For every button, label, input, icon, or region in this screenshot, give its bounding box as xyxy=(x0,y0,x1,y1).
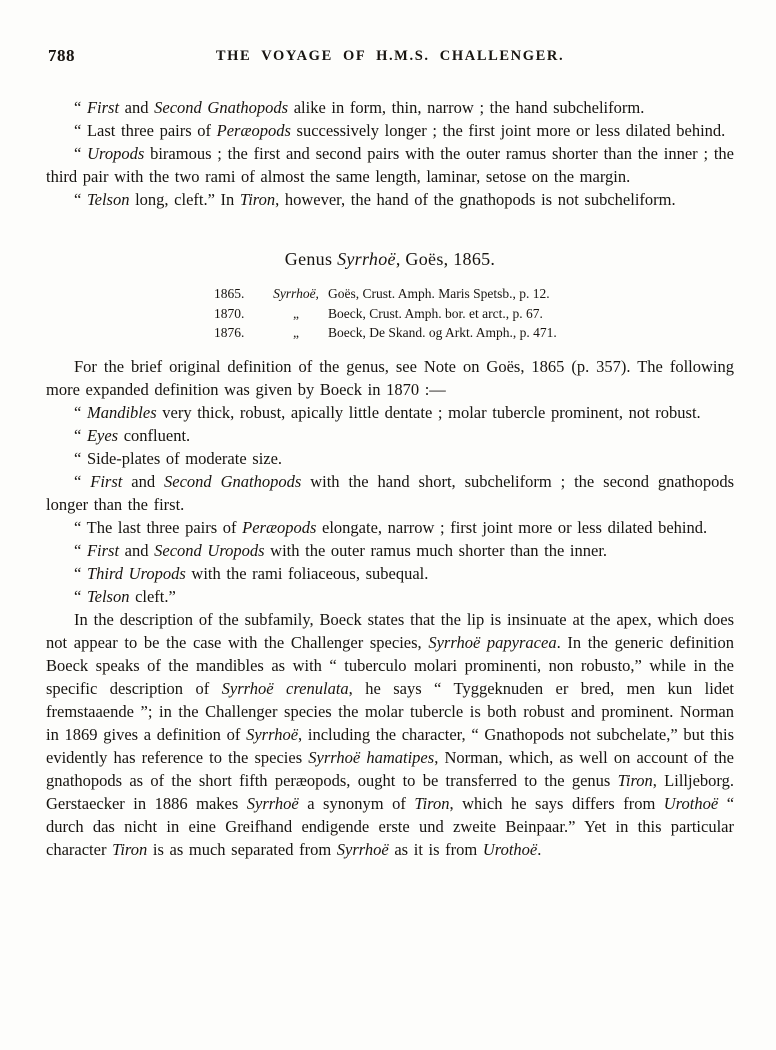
paragraph: “ Eyes confluent. xyxy=(74,425,191,445)
citation-row xyxy=(214,323,734,343)
genus-heading: Genus Syrrhoë, Goës, 1865. xyxy=(284,249,496,269)
citation-row xyxy=(214,284,734,304)
paragraph: “ Side-plates of moderate size. xyxy=(74,448,283,468)
page-number: 788 xyxy=(48,46,75,65)
paragraph: “ Uropods biramous ; the first and second pairs with the outer ramus shorter than the inner ; the third pair with the two rami of almost the same length, laminar, setose on the margin. xyxy=(46,144,734,186)
paragraph: “ Last three pairs of Peræopods successively longer ; the first joint more or less dilated behind. xyxy=(74,121,726,140)
paragraph: “ Third Uropods with the rami foliaceous, subequal. xyxy=(74,563,429,583)
paragraph: In the description of the subfamily, Boeck states that the lip is insinuate at the apex, which does not appear to be the case with the Challenger species, Syrrhoë papyracea. In the generic definition Boeck speaks of the mandibles as with “ tuberculo molari prominenti, non robusto,” while in the specific description of Syrrhoë crenulata, he says “ Tyggeknuden er bred, men kun lidet fremstaaende ”; in the Challenger species the molar tubercle is both robust and prominent. Norman in 1869 gives a definition of Syrrhoë, including the character, “ Gnathopods not subchelate,” but this evidently has reference to the species Syrrhoë hamatipes, Norman, which, as well on account of the gnathopods as of the short fifth peræopods, ought to be transferred to the genus Tiron, Lilljeborg. Gerstaecker in 1886 makes Syrrhoë a synonym of Tiron, which he says differs from Urothoë “ durch das nicht in eine Greifhand endigende erste und zweite Beinpaar.” Yet in this particular character Tiron is as much separated from Syrrhoë as it is from Urothoë. xyxy=(46,609,735,859)
paragraph: For the brief original definition of the genus, see Note on Goës, 1865 (p. 357). The following more expanded definition was given by Boeck in 1870 :— xyxy=(46,356,734,399)
paragraph: “ Telson long, cleft.” In Tiron, however, the hand of the gnathopods is not subcheliform. xyxy=(74,190,676,209)
page-header xyxy=(46,46,734,68)
paragraph: “ The last three pairs of Peræopods elongate, narrow ; first joint more or less dilated behind. xyxy=(74,517,708,537)
citation-list xyxy=(214,284,734,343)
citation-genus-name: Syrrhoë, xyxy=(273,286,319,301)
paragraph: “ Telson cleft.” xyxy=(74,586,176,606)
citation-ditto-mark: „ xyxy=(293,305,299,321)
citation-reference: Goës, Crust. Amph. Maris Spetsb., p. 12. xyxy=(328,286,550,301)
intro-section xyxy=(46,96,734,211)
citation-reference: Boeck, Crust. Amph. bor. et arct., p. 67. xyxy=(328,305,543,321)
body-section xyxy=(46,355,734,861)
paragraph: “ First and Second Gnathopods with the hand short, subcheliform ; the second gnathopods longer than the first. xyxy=(46,471,734,514)
citation-row xyxy=(214,304,734,324)
paragraph: “ Mandibles very thick, robust, apically little dentate ; molar tubercle prominent, not robust. xyxy=(74,402,701,422)
citation-ditto-mark: „ xyxy=(293,325,299,340)
running-title: THE VOYAGE OF H.M.S. CHALLENGER. xyxy=(215,48,565,64)
paragraph: “ First and Second Uropods with the outer ramus much shorter than the inner. xyxy=(74,540,608,560)
citation-year: 1876. xyxy=(214,325,245,340)
citation-year: 1865. xyxy=(214,286,245,301)
paragraph: “ First and Second Gnathopods alike in form, thin, narrow ; the hand subcheliform. xyxy=(74,98,645,117)
citation-reference: Boeck, De Skand. og Arkt. Amph., p. 471. xyxy=(328,325,557,340)
citation-year: 1870. xyxy=(214,305,245,321)
